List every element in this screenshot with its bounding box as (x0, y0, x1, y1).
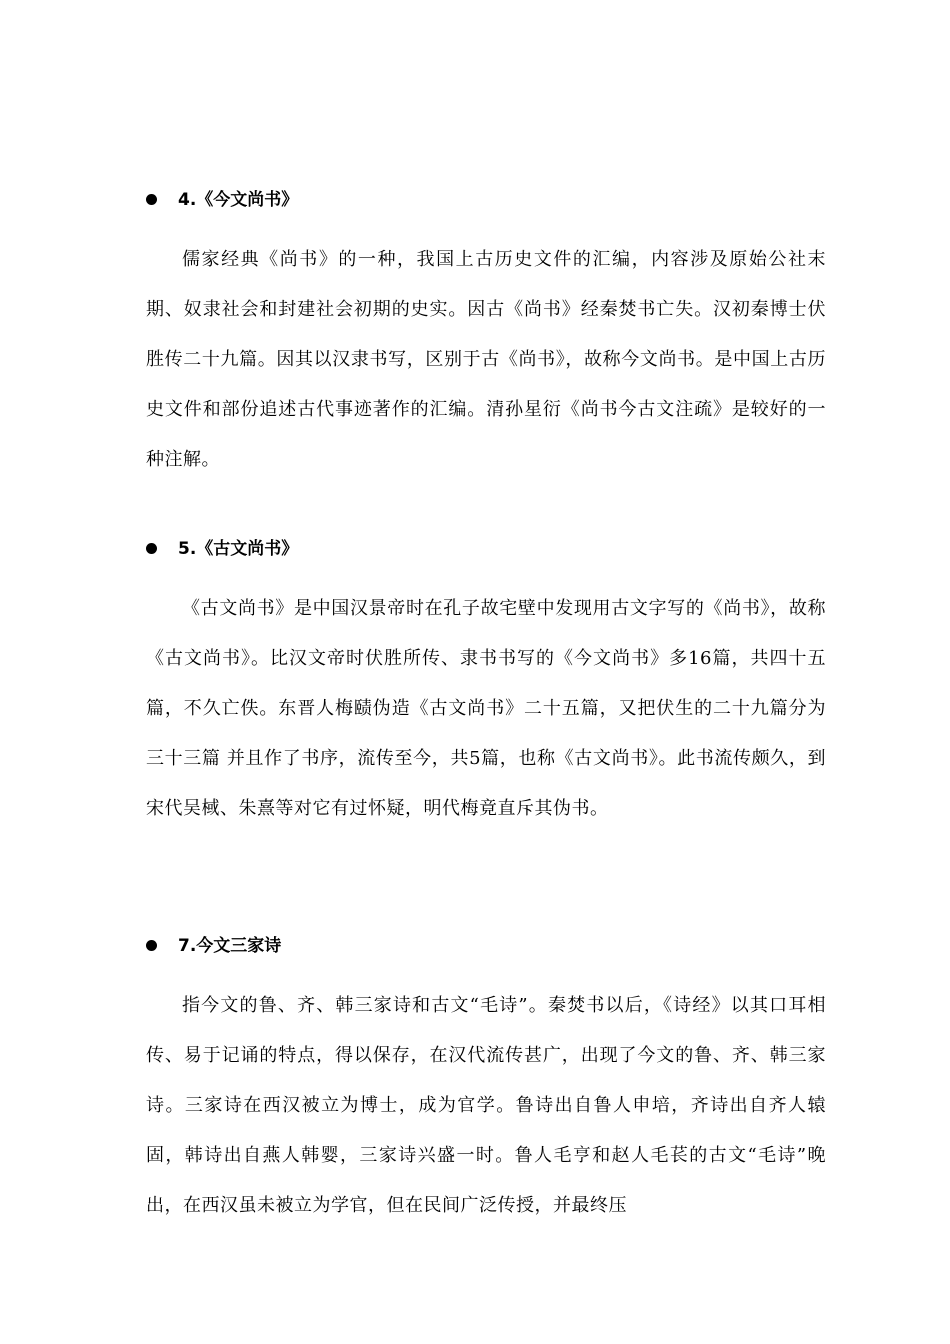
section-body: 儒家经典《尚书》的一种，我国上古历史文件的汇编，内容涉及原始公社末期、奴隶社会和封建社会初期的史实。因古《尚书》经秦焚书亡失。汉初秦博士伏胜传二十九篇。因其以汉隶书写，区别于古《尚书》，故称今文尚书。是中国上古历史文件和部份追述古代事迹著作的汇编。清孙星衍《尚书今古文注疏》是较好的一种注解。 (146, 249, 826, 470)
section-body: 《古文尚书》是中国汉景帝时在孔子故宅壁中发现用古文字写的《尚书》，故称《古文尚书》。比汉文帝时伏胜所传、隶书书写的《今文尚书》多16篇，共四十五篇，不久亡佚。东晋人梅赜伪造《古文尚书》二十五篇，又把伏生的二十九篇分为三十三篇 并且作了书序，流传至今，共5篇，也称《古文尚书》。此书流传颇久，到宋代吴棫、朱熹等对它有过怀疑，明代梅竟直斥其伪书。 (146, 598, 826, 819)
bullet-icon (146, 940, 157, 951)
section-heading (146, 534, 826, 564)
section-body: 指今文的鲁、齐、韩三家诗和古文“毛诗”。秦焚书以后，《诗经》以其口耳相传、易于记诵的特点，得以保存，在汉代流传甚广，出现了今文的鲁、齐、韩三家诗。三家诗在西汉被立为博士，成为官学。鲁诗出自鲁人申培，齐诗出自齐人辕固，韩诗出自燕人韩婴，三家诗兴盛一时。鲁人毛亨和赵人毛苌的古文“毛诗”晚出，在西汉虽未被立为学官，但在民间广泛传授，并最终压 (146, 995, 826, 1216)
bullet-icon (146, 194, 157, 205)
section-jinwen-sanjiashi (146, 931, 826, 1231)
section-heading-text: 7.今文三家诗 (178, 936, 282, 956)
section-heading (146, 185, 826, 215)
section-jinwen-shangshu (146, 185, 826, 485)
section-heading (146, 931, 826, 961)
section-heading-text: 5.《古文尚书》 (178, 539, 299, 559)
bullet-icon (146, 543, 157, 554)
section-heading-text: 4.《今文尚书》 (178, 190, 299, 210)
section-guwen-shangshu (146, 534, 826, 834)
